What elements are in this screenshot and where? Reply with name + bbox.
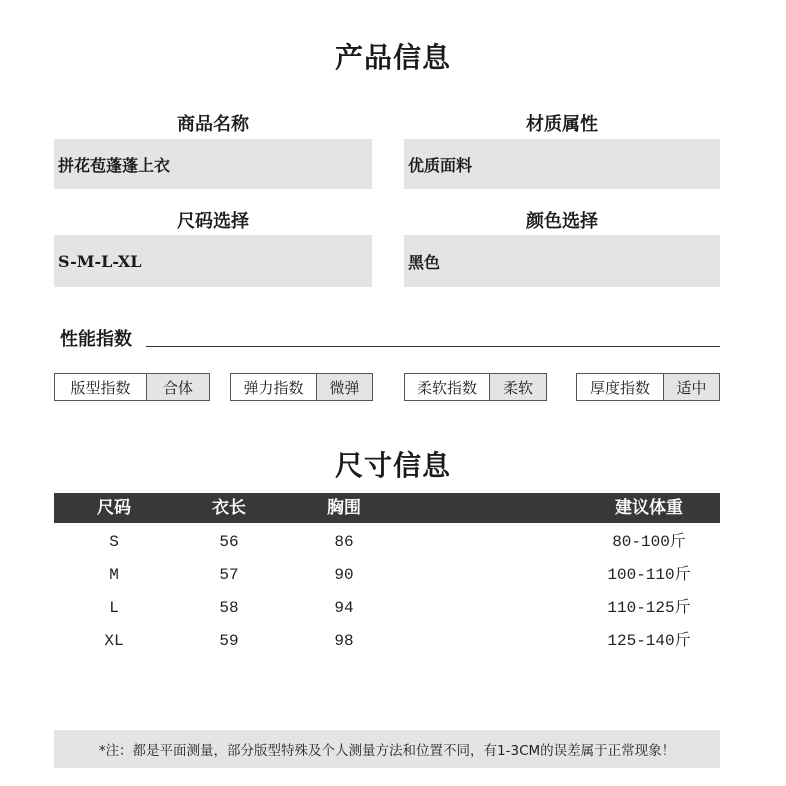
header-chest: 胸围 — [327, 498, 361, 518]
index-value: 合体 — [147, 374, 209, 400]
measurement-note: *注：都是平面测量，部分版型特殊及个人测量方法和位置不同，有1-3CM的误差属于正常现象！ — [54, 730, 720, 768]
field-label-color: 颜色选择 — [526, 211, 598, 232]
cell-size: S — [109, 533, 119, 551]
index-key: 弹力指数 — [231, 374, 317, 400]
field-value-name: 拼花苞蓬蓬上衣 — [54, 139, 372, 189]
product-info-title: 产品信息 — [334, 41, 451, 74]
cell-chest: 98 — [334, 632, 354, 650]
size-info-title: 尺寸信息 — [334, 449, 451, 482]
cell-size: L — [109, 599, 119, 617]
cell-weight: 80-100斤 — [612, 533, 686, 551]
table-row — [54, 559, 720, 592]
field-value-color: 黑色 — [404, 235, 720, 287]
cell-size: M — [109, 566, 119, 584]
index-value: 微弹 — [317, 374, 372, 400]
cell-weight: 110-125斤 — [607, 599, 691, 617]
field-label-size: 尺码选择 — [177, 211, 249, 232]
cell-length: 57 — [219, 566, 239, 584]
cell-chest: 90 — [334, 566, 354, 584]
field-value-material: 优质面料 — [404, 139, 720, 189]
cell-size: XL — [104, 632, 124, 650]
table-row — [54, 592, 720, 625]
field-value-size: S-M-L-XL — [54, 235, 372, 287]
index-value: 适中 — [664, 374, 719, 400]
table-row — [54, 625, 720, 658]
performance-divider — [146, 346, 720, 347]
index-key: 版型指数 — [55, 374, 147, 400]
index-elasticity — [230, 373, 373, 401]
cell-length: 59 — [219, 632, 239, 650]
field-label-material: 材质属性 — [526, 114, 598, 135]
header-length: 衣长 — [212, 498, 246, 518]
cell-chest: 86 — [334, 533, 354, 551]
index-softness — [404, 373, 547, 401]
index-value: 柔软 — [490, 374, 546, 400]
cell-length: 58 — [219, 599, 239, 617]
performance-label: 性能指数 — [60, 329, 132, 350]
index-fit — [54, 373, 210, 401]
size-table-header — [54, 493, 720, 523]
cell-length: 56 — [219, 533, 239, 551]
field-label-name: 商品名称 — [177, 114, 249, 135]
index-key: 厚度指数 — [577, 374, 664, 400]
index-thickness — [576, 373, 720, 401]
index-key: 柔软指数 — [405, 374, 490, 400]
table-row — [54, 526, 720, 559]
header-weight: 建议体重 — [615, 498, 683, 518]
cell-chest: 94 — [334, 599, 354, 617]
header-size: 尺码 — [97, 498, 131, 518]
cell-weight: 125-140斤 — [607, 632, 691, 650]
cell-weight: 100-110斤 — [607, 566, 691, 584]
